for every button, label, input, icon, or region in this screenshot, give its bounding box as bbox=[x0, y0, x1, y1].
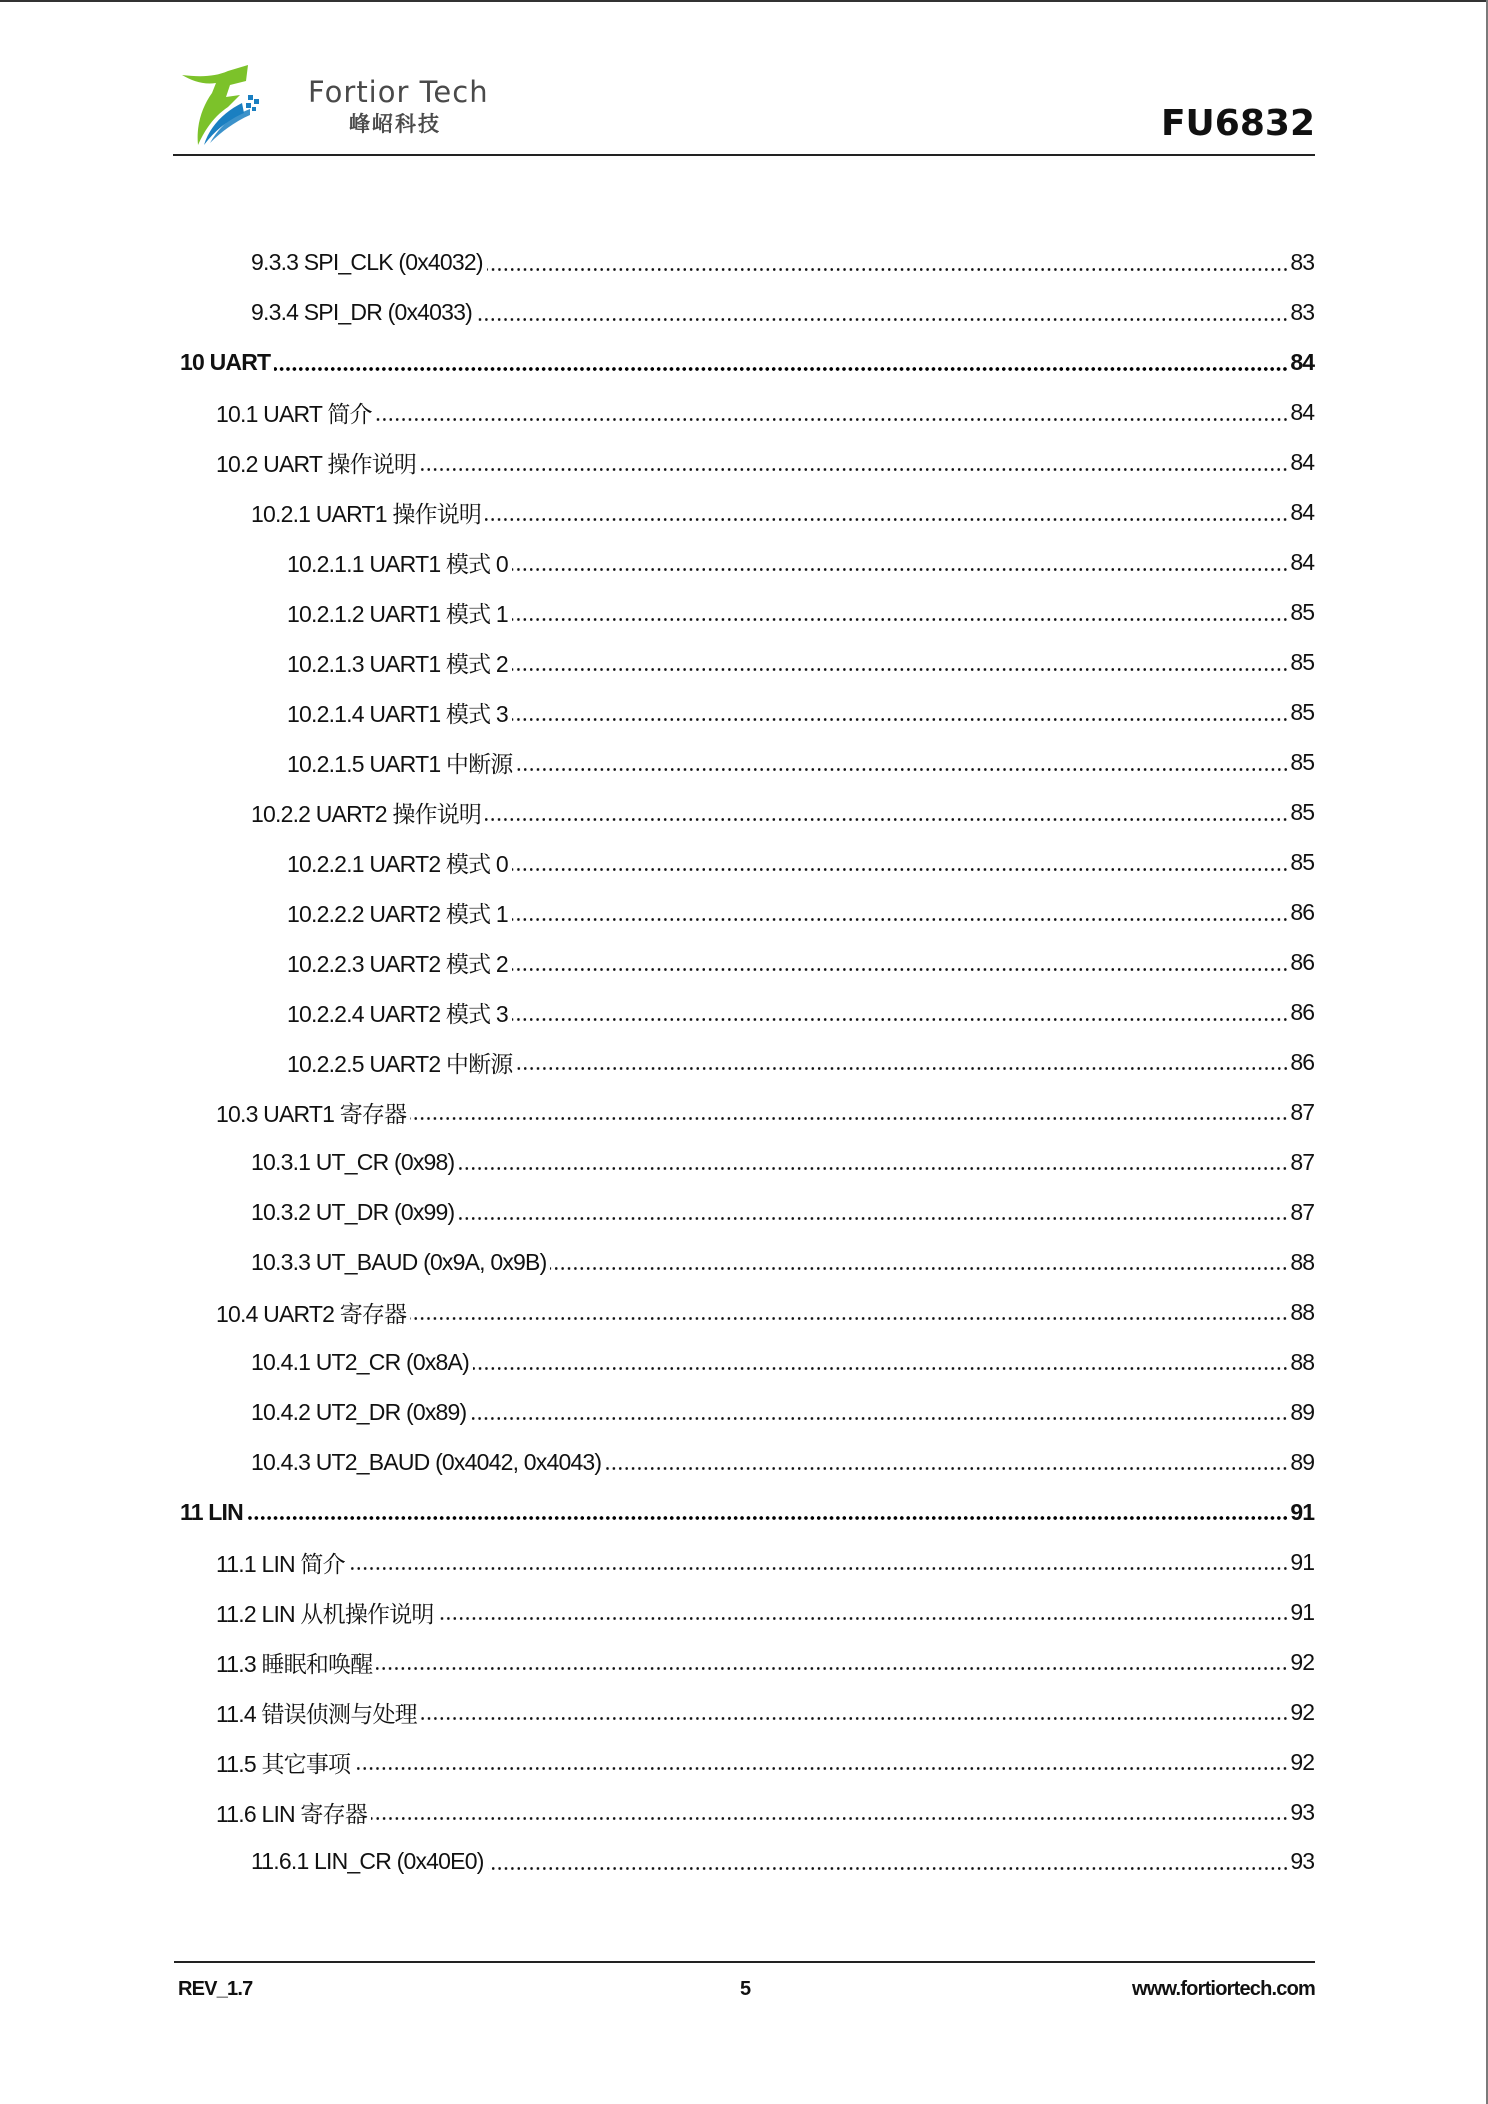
toc-entry[interactable] bbox=[180, 588, 1314, 638]
toc-entry[interactable] bbox=[180, 1437, 1314, 1487]
toc-entry-page[interactable]: 91 bbox=[1290, 1598, 1314, 1625]
toc-entry-title[interactable]: 10.2.2 UART2 操作说明 bbox=[251, 801, 482, 828]
toc-entry[interactable] bbox=[180, 1337, 1314, 1387]
toc-dot-leader bbox=[420, 451, 1288, 475]
toc-dot-leader bbox=[512, 1001, 1289, 1025]
toc-entry-page[interactable]: 84 bbox=[1290, 449, 1314, 476]
toc-entry-title[interactable]: 9.3.4 SPI_DR (0x4033) bbox=[251, 299, 472, 326]
toc-entry-title[interactable]: 11.6.1 LIN_CR (0x40E0) bbox=[251, 1848, 484, 1875]
toc-entry-page[interactable]: 84 bbox=[1290, 549, 1314, 576]
toc-dot-leader bbox=[470, 1400, 1288, 1424]
toc-entry-page[interactable]: 87 bbox=[1290, 1198, 1314, 1225]
toc-dot-leader bbox=[488, 1850, 1289, 1874]
toc-dot-leader bbox=[458, 1150, 1288, 1174]
toc-dot-leader bbox=[485, 501, 1288, 525]
toc-dot-leader bbox=[247, 1500, 1288, 1524]
toc-entry-title[interactable]: 11.3 睡眠和唤醒 bbox=[216, 1650, 373, 1677]
toc-entry[interactable] bbox=[180, 1137, 1314, 1187]
page-border-top bbox=[0, 0, 1488, 2]
toc-entry-page[interactable]: 93 bbox=[1290, 1848, 1314, 1875]
toc-dot-leader bbox=[512, 551, 1289, 575]
toc-entry-page[interactable]: 91 bbox=[1290, 1548, 1314, 1575]
toc-dot-leader bbox=[487, 251, 1289, 275]
toc-entry-title[interactable]: 10.2.2.4 UART2 模式 3 bbox=[287, 1001, 508, 1028]
toc-dot-leader bbox=[517, 751, 1289, 775]
toc-dot-leader bbox=[512, 601, 1289, 625]
toc-entry-title[interactable]: 10.4.1 UT2_CR (0x8A) bbox=[251, 1348, 469, 1375]
table-of-contents bbox=[180, 238, 1314, 1887]
page-header bbox=[173, 55, 1315, 155]
toc-entry-title[interactable]: 10.2.1.5 UART1 中断源 bbox=[287, 751, 513, 778]
toc-dot-leader bbox=[473, 1350, 1288, 1374]
toc-entry-page[interactable]: 84 bbox=[1290, 349, 1314, 376]
toc-entry[interactable] bbox=[180, 1787, 1314, 1837]
toc-dot-leader bbox=[421, 1700, 1289, 1724]
toc-entry-title[interactable]: 11.1 LIN 简介 bbox=[216, 1550, 345, 1577]
toc-entry-title[interactable]: 10.4.3 UT2_BAUD (0x4042, 0x4043) bbox=[251, 1448, 602, 1475]
toc-entry-title[interactable]: 10.4.2 UT2_DR (0x89) bbox=[251, 1398, 467, 1425]
toc-entry[interactable] bbox=[180, 688, 1314, 738]
toc-entry-title[interactable]: 10.2 UART 操作说明 bbox=[216, 451, 417, 478]
logo-text-cn: 峰岹科技 bbox=[349, 112, 441, 136]
footer-page-number: 5 bbox=[740, 1978, 752, 2000]
logo-text-en: Fortior Tech bbox=[308, 75, 489, 109]
toc-entry[interactable] bbox=[180, 288, 1314, 338]
toc-entry[interactable] bbox=[180, 1038, 1314, 1088]
toc-entry-title[interactable]: 10.2.1.1 UART1 模式 0 bbox=[287, 551, 508, 578]
toc-entry[interactable] bbox=[180, 1237, 1314, 1287]
footer-revision: REV_1.7 bbox=[178, 1978, 253, 2000]
toc-dot-leader bbox=[376, 401, 1289, 425]
document-title: FU6832 bbox=[1160, 103, 1315, 144]
toc-entry[interactable] bbox=[180, 1487, 1314, 1537]
toc-entry[interactable] bbox=[180, 238, 1314, 288]
toc-entry-page[interactable]: 92 bbox=[1290, 1648, 1314, 1675]
toc-dot-leader bbox=[512, 851, 1289, 875]
toc-entry[interactable] bbox=[180, 1387, 1314, 1437]
toc-dot-leader bbox=[376, 1650, 1288, 1674]
toc-dot-leader bbox=[354, 1750, 1288, 1774]
toc-entry-title[interactable]: 10.3 UART1 寄存器 bbox=[216, 1100, 407, 1127]
header-divider bbox=[173, 154, 1315, 156]
toc-entry-title[interactable]: 11.2 LIN 从机操作说明 bbox=[216, 1600, 434, 1627]
toc-entry-page[interactable]: 85 bbox=[1290, 649, 1314, 676]
toc-entry[interactable] bbox=[180, 1187, 1314, 1237]
toc-entry-page[interactable]: 85 bbox=[1290, 849, 1314, 876]
toc-entry-title[interactable]: 10.2.2.2 UART2 模式 1 bbox=[287, 901, 508, 928]
toc-entry-title[interactable]: 10.2.1.3 UART1 模式 2 bbox=[287, 651, 508, 678]
toc-dot-leader bbox=[410, 1300, 1288, 1324]
toc-entry[interactable] bbox=[180, 438, 1314, 488]
toc-entry[interactable] bbox=[180, 888, 1314, 938]
toc-entry-title[interactable]: 11.4 错误侦测与处理 bbox=[216, 1700, 417, 1727]
toc-entry-page[interactable]: 84 bbox=[1290, 499, 1314, 526]
toc-entry-page[interactable]: 85 bbox=[1290, 599, 1314, 626]
toc-entry-page[interactable]: 86 bbox=[1290, 1048, 1314, 1075]
toc-entry[interactable] bbox=[180, 638, 1314, 688]
toc-entry-page[interactable]: 85 bbox=[1290, 699, 1314, 726]
toc-entry-page[interactable]: 88 bbox=[1290, 1348, 1314, 1375]
toc-entry[interactable] bbox=[180, 338, 1314, 388]
toc-dot-leader bbox=[438, 1600, 1289, 1624]
toc-entry-page[interactable]: 86 bbox=[1290, 949, 1314, 976]
toc-entry[interactable] bbox=[180, 788, 1314, 838]
toc-entry[interactable] bbox=[180, 838, 1314, 888]
toc-entry-title[interactable]: 11.5 其它事项 bbox=[216, 1750, 351, 1777]
toc-entry[interactable] bbox=[180, 1837, 1314, 1887]
toc-entry-page[interactable]: 92 bbox=[1290, 1698, 1314, 1725]
toc-entry-title[interactable]: 10.3.1 UT_CR (0x98) bbox=[251, 1148, 455, 1175]
toc-entry-title[interactable]: 11.6 LIN 寄存器 bbox=[216, 1800, 368, 1827]
toc-entry[interactable] bbox=[180, 1287, 1314, 1337]
toc-entry-page[interactable]: 91 bbox=[1290, 1498, 1314, 1525]
toc-entry[interactable] bbox=[180, 388, 1314, 438]
toc-entry-page[interactable]: 83 bbox=[1290, 249, 1314, 276]
toc-entry-page[interactable]: 87 bbox=[1290, 1098, 1314, 1125]
toc-entry-page[interactable]: 89 bbox=[1290, 1398, 1314, 1425]
toc-entry-page[interactable]: 87 bbox=[1290, 1148, 1314, 1175]
toc-entry-page[interactable]: 85 bbox=[1290, 749, 1314, 776]
toc-entry[interactable] bbox=[180, 1087, 1314, 1137]
toc-entry-title[interactable]: 10.3.3 UT_BAUD (0x9A, 0x9B) bbox=[251, 1248, 547, 1275]
toc-entry[interactable] bbox=[180, 988, 1314, 1038]
toc-entry-title[interactable]: 10.3.2 UT_DR (0x99) bbox=[251, 1198, 455, 1225]
toc-dot-leader bbox=[476, 301, 1288, 325]
toc-dot-leader bbox=[512, 701, 1289, 725]
toc-entry-page[interactable]: 86 bbox=[1290, 999, 1314, 1026]
toc-entry-title[interactable]: 10.2.2.3 UART2 模式 2 bbox=[287, 951, 508, 978]
toc-entry[interactable] bbox=[180, 738, 1314, 788]
toc-entry-page[interactable]: 93 bbox=[1290, 1798, 1314, 1825]
fortior-logo-icon bbox=[180, 63, 292, 147]
toc-entry-page[interactable]: 88 bbox=[1290, 1298, 1314, 1325]
toc-entry[interactable] bbox=[180, 938, 1314, 988]
toc-entry-title[interactable]: 9.3.3 SPI_CLK (0x4032) bbox=[251, 249, 483, 276]
toc-entry-title[interactable]: 10.1 UART 简介 bbox=[216, 401, 372, 428]
toc-entry-page[interactable]: 85 bbox=[1290, 799, 1314, 826]
toc-entry[interactable] bbox=[180, 1587, 1314, 1637]
toc-entry-page[interactable]: 92 bbox=[1290, 1748, 1314, 1775]
toc-entry-title[interactable]: 11 LIN bbox=[180, 1498, 243, 1525]
toc-entry-page[interactable]: 89 bbox=[1290, 1448, 1314, 1475]
toc-entry-title[interactable]: 10.2.1.2 UART1 模式 1 bbox=[287, 601, 508, 628]
toc-entry-title[interactable]: 10.2.1.4 UART1 模式 3 bbox=[287, 701, 508, 728]
toc-dot-leader bbox=[274, 351, 1288, 375]
toc-entry[interactable] bbox=[180, 1637, 1314, 1687]
toc-dot-leader bbox=[550, 1250, 1288, 1274]
toc-entry-page[interactable]: 86 bbox=[1290, 899, 1314, 926]
toc-entry-page[interactable]: 88 bbox=[1290, 1248, 1314, 1275]
footer-divider bbox=[174, 1961, 1315, 1963]
toc-dot-leader bbox=[512, 951, 1289, 975]
toc-dot-leader bbox=[485, 801, 1288, 825]
toc-entry-page[interactable]: 84 bbox=[1290, 399, 1314, 426]
toc-dot-leader bbox=[512, 651, 1289, 675]
toc-dot-leader bbox=[371, 1800, 1288, 1824]
toc-entry[interactable] bbox=[180, 538, 1314, 588]
toc-entry-title[interactable]: 10.2.1 UART1 操作说明 bbox=[251, 501, 482, 528]
toc-entry[interactable] bbox=[180, 488, 1314, 538]
toc-entry[interactable] bbox=[180, 1687, 1314, 1737]
toc-entry[interactable] bbox=[180, 1537, 1314, 1587]
toc-dot-leader bbox=[458, 1200, 1288, 1224]
footer-website: www.fortiortech.com bbox=[1132, 1978, 1315, 2000]
toc-dot-leader bbox=[349, 1550, 1289, 1574]
toc-entry-page[interactable]: 83 bbox=[1290, 299, 1314, 326]
toc-dot-leader bbox=[512, 901, 1289, 925]
toc-entry-title[interactable]: 10.2.2.5 UART2 中断源 bbox=[287, 1050, 513, 1077]
toc-entry-title[interactable]: 10.2.2.1 UART2 模式 0 bbox=[287, 851, 508, 878]
toc-dot-leader bbox=[517, 1050, 1289, 1074]
toc-entry-title[interactable]: 10.4 UART2 寄存器 bbox=[216, 1300, 407, 1327]
toc-entry-title[interactable]: 10 UART bbox=[180, 349, 271, 376]
toc-dot-leader bbox=[605, 1450, 1288, 1474]
toc-dot-leader bbox=[410, 1100, 1288, 1124]
toc-entry[interactable] bbox=[180, 1737, 1314, 1787]
